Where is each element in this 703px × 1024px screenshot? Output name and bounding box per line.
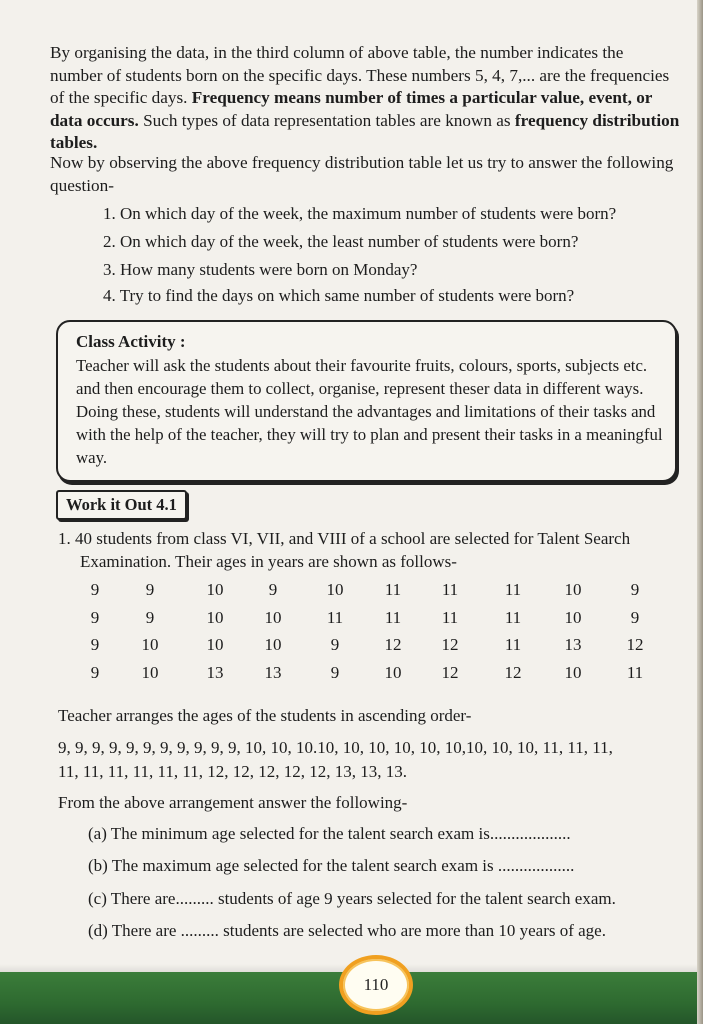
- class-activity-body: Teacher will ask the students about their favourite fruits, colours, sports, subjects etc. and then encourage them to collect, organise, represent theser data in different ways. Doing these, students will understand the advantages and limitations of their tasks and with the help of the teacher, they will try to plan and present their tasks in a meaningful way.: [76, 356, 663, 467]
- age-cell: 10: [564, 580, 582, 599]
- age-cell: 11: [441, 607, 459, 627]
- intro-paragraph: [50, 42, 680, 155]
- age-cell: 10: [206, 635, 224, 654]
- age-cell: 11: [504, 607, 522, 627]
- age-cell: 9: [268, 580, 278, 599]
- age-cell: 9: [630, 607, 640, 627]
- age-cell: 10: [564, 662, 582, 682]
- age-cell: 10: [264, 635, 282, 654]
- age-cell: 10: [141, 635, 159, 654]
- age-cell: 11: [384, 580, 402, 599]
- ages-row: [80, 608, 680, 630]
- age-cell: 11: [504, 580, 522, 599]
- age-cell: 11: [626, 662, 644, 682]
- age-cell: 13: [264, 662, 282, 682]
- from-text: From the above arrangement answer the following-: [58, 793, 408, 812]
- age-cell: 10: [564, 607, 582, 627]
- intro-text-2: Such types of data representation tables are known as: [138, 110, 515, 130]
- age-cell: 9: [330, 662, 340, 682]
- intro-text: By organising the data, in the third column of above table, the number indicates the number of students born on the specific days. These numbers 5, 4, 7,... are the frequencies of the specific days.: [50, 43, 670, 107]
- age-cell: 13: [564, 635, 582, 654]
- age-cell: 9: [90, 635, 100, 654]
- class-activity-box: [56, 320, 677, 482]
- sorted-ages-line-2: 11, 11, 11, 11, 11, 11, 12, 12, 12, 12, 12, 13, 13, 13.: [58, 762, 407, 781]
- age-cell: 13: [206, 662, 224, 682]
- question-1: 1. On which day of the week, the maximum number of students were born?: [103, 204, 617, 223]
- age-cell: 11: [326, 607, 344, 627]
- age-cell: 11: [384, 607, 402, 627]
- age-cell: 9: [630, 580, 640, 599]
- question-3: 3. How many students were born on Monday?: [103, 260, 418, 279]
- age-cell: 9: [90, 607, 100, 627]
- question-4: 4. Try to find the days on which same number of students were born?: [103, 286, 575, 305]
- age-cell: 9: [145, 607, 155, 627]
- age-cell: 11: [441, 580, 459, 599]
- work-q1-line2: Examination. Their ages in years are shown as follows-: [80, 552, 457, 571]
- ages-row: [80, 635, 680, 657]
- age-cell: 12: [441, 635, 459, 654]
- age-cell: 10: [206, 607, 224, 627]
- age-cell: 12: [504, 662, 522, 682]
- age-cell: 10: [326, 580, 344, 599]
- part-b: (b) The maximum age selected for the talent search exam is ..................: [88, 856, 575, 875]
- age-cell: 10: [384, 662, 402, 682]
- class-activity-title: Class Activity :: [76, 332, 186, 351]
- age-cell: 12: [441, 662, 459, 682]
- question-2: 2. On which day of the week, the least number of students were born?: [103, 232, 579, 251]
- ages-row: [80, 663, 680, 685]
- page-edge: [697, 0, 703, 1024]
- page-number: 110: [339, 955, 413, 1015]
- arrange-text: Teacher arranges the ages of the students in ascending order-: [58, 706, 472, 725]
- age-cell: 9: [145, 580, 155, 599]
- age-cell: 11: [504, 635, 522, 654]
- age-cell: 9: [90, 662, 100, 682]
- age-cell: 9: [90, 580, 100, 599]
- age-cell: 9: [330, 635, 340, 654]
- age-cell: 12: [626, 635, 644, 654]
- work-q1-line1: 1. 40 students from class VI, VII, and VIII of a school are selected for Talent Search: [58, 529, 631, 548]
- age-cell: 10: [206, 580, 224, 599]
- frequency-table-term: frequency distribution tables.: [50, 110, 680, 152]
- work-it-out-label: Work it Out 4.1: [56, 490, 187, 520]
- age-cell: 10: [141, 662, 159, 682]
- frequency-definition: Frequency means number of times a particular value, event, or data occurs.: [50, 88, 653, 130]
- part-d: (d) There are ......... students are selected who are more than 10 years of age.: [88, 921, 606, 940]
- part-c: (c) There are......... students of age 9 years selected for the talent search exam.: [88, 889, 616, 908]
- part-a: (a) The minimum age selected for the talent search exam is...................: [88, 824, 571, 843]
- age-cell: 12: [384, 635, 402, 654]
- ages-row: [80, 580, 680, 602]
- age-cell: 10: [264, 607, 282, 627]
- sorted-ages-line-1: 9, 9, 9, 9, 9, 9, 9, 9, 9, 9, 9, 10, 10, 10.10, 10, 10, 10, 10, 10,10, 10, 10, 11, 11, 11,: [58, 738, 613, 757]
- question-intro: Now by observing the above frequency distribution table let us try to answer the following question-: [50, 153, 674, 195]
